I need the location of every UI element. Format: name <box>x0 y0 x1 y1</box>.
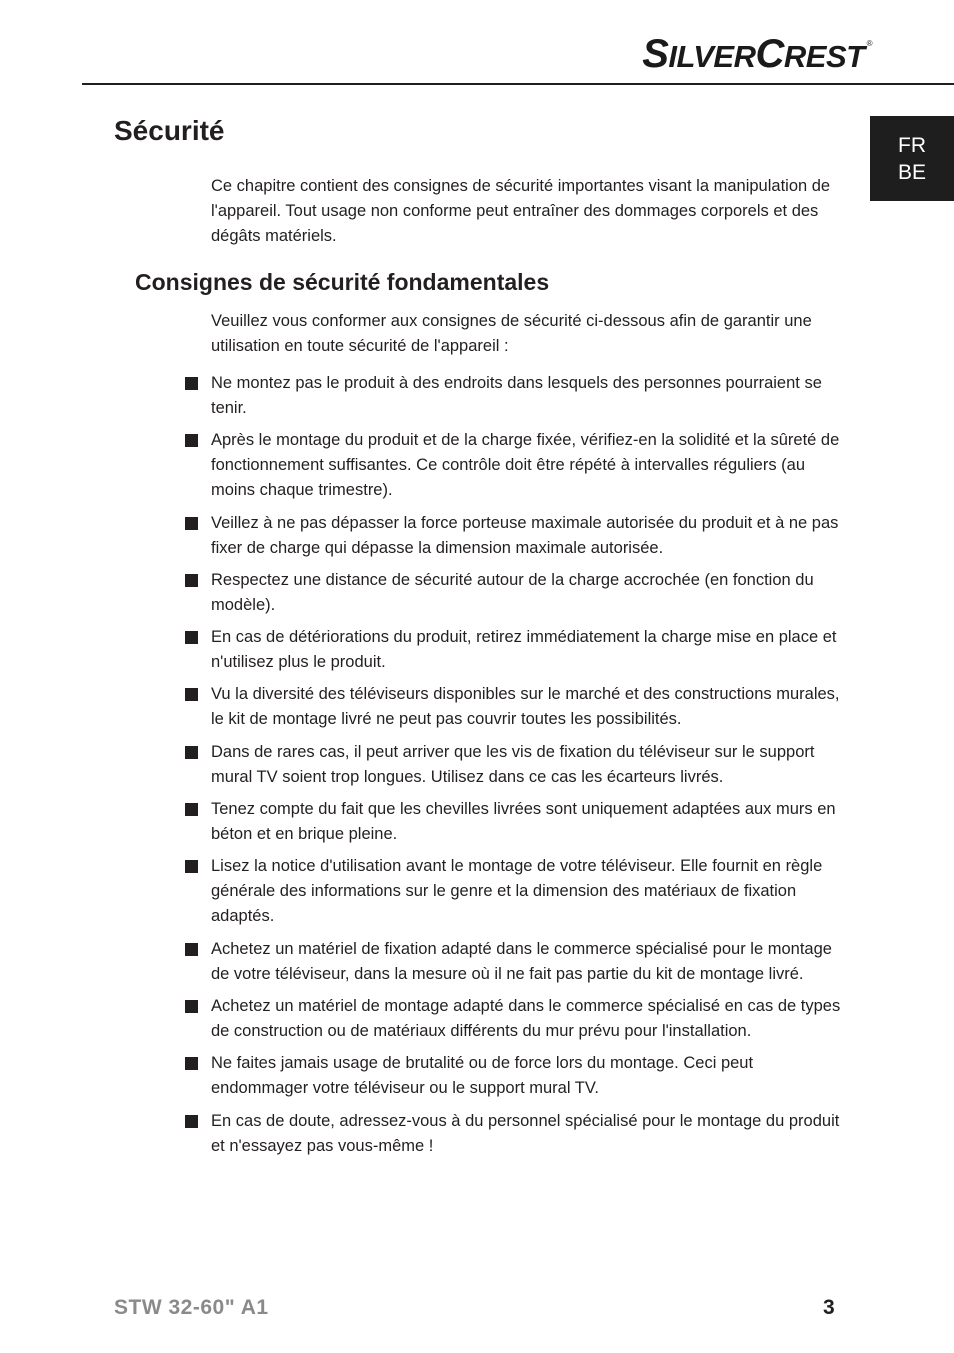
list-item <box>184 625 844 675</box>
bullet-square-icon <box>185 517 198 530</box>
section-intro: Veuillez vous conformer aux consignes de sécurité ci-dessous afin de garantir une utilisation en toute sécurité de l'appareil : <box>211 312 812 355</box>
list-item <box>184 740 844 790</box>
safety-bullet-list <box>184 371 844 1166</box>
bullet-text: Ne montez pas le produit à des endroits dans lesquels des personnes pourraient se tenir. <box>211 374 822 417</box>
silvercrest-logo: SILVERCREST ® <box>642 32 872 76</box>
list-item <box>184 854 844 929</box>
bullet-square-icon <box>185 860 198 873</box>
language-tab-line: BE <box>897 160 926 184</box>
bullet-square-icon <box>185 1000 198 1013</box>
page-intro: Ce chapitre contient des consignes de sécurité importantes visant la manipulation de l'appareil. Tout usage non conforme peut entraîner des dommages corporels et des dégâts matériels. <box>211 177 831 245</box>
list-item <box>184 568 844 618</box>
bullet-square-icon <box>185 746 198 759</box>
list-item <box>184 511 844 561</box>
list-item <box>184 371 844 421</box>
footer-model-number: STW 32-60" A1 <box>114 1296 269 1319</box>
bullet-text: Lisez la notice d'utilisation avant le montage de votre téléviseur. Elle fournit en règle générale des informations sur le genre et la dimension des matériaux de fixation adaptés. <box>211 857 823 926</box>
list-item <box>184 994 844 1044</box>
bullet-square-icon <box>185 631 198 644</box>
list-item <box>184 428 844 503</box>
language-tab-line: FR <box>898 133 926 157</box>
bullet-text: Achetez un matériel de montage adapté dans le commerce spécialisé en cas de types de construction ou de matériaux différents du mur prévu pour l'installation. <box>211 996 841 1040</box>
bullet-text: Après le montage du produit et de la charge fixée, vérifiez-en la solidité et la sûreté de fonctionnement suffisantes. Ce contrôle doit être répété à intervalles réguliers (au moins chaque trimestre). <box>211 431 840 500</box>
list-item <box>184 797 844 847</box>
bullet-text: Achetez un matériel de fixation adapté dans le commerce spécialisé pour le montage de votre téléviseur, dans la mesure où il ne fait pas partie du kit de montage livré. <box>211 939 832 983</box>
list-item <box>184 682 844 732</box>
language-tab <box>870 116 954 201</box>
bullet-square-icon <box>185 803 198 816</box>
bullet-square-icon <box>185 688 198 701</box>
bullet-square-icon <box>185 1057 198 1070</box>
bullet-text: Ne faites jamais usage de brutalité ou de force lors du montage. Ceci peut endommager votre téléviseur ou le support mural TV. <box>211 1054 754 1098</box>
bullet-text: Veillez à ne pas dépasser la force porteuse maximale autorisée du produit et à ne pas fixer de charge qui dépasse la dimension maximale autorisée. <box>211 513 839 557</box>
bullet-text: En cas de détériorations du produit, retirez immédiatement la charge mise en place et n'utilisez plus le produit. <box>211 628 837 672</box>
page-number: 3 <box>823 1296 835 1319</box>
list-item <box>184 937 844 987</box>
bullet-square-icon <box>185 943 198 956</box>
section-title: Consignes de sécurité fondamentales <box>135 269 550 295</box>
bullet-text: Vu la diversité des téléviseurs disponibles sur le marché et des constructions murales, le kit de montage livré ne peut pas couvrir toutes les possibilités. <box>211 685 840 729</box>
page-title: Sécurité <box>114 115 225 146</box>
list-item <box>184 1109 844 1159</box>
bullet-text: Respectez une distance de sécurité autour de la charge accrochée (en fonction du modèle). <box>211 570 814 614</box>
bullet-square-icon <box>185 434 198 447</box>
bullet-square-icon <box>185 1115 198 1128</box>
bullet-square-icon <box>185 377 198 390</box>
bullet-square-icon <box>185 574 198 587</box>
bullet-text: Tenez compte du fait que les chevilles livrées sont uniquement adaptées aux murs en béton et en brique pleine. <box>211 800 836 844</box>
list-item <box>184 1051 844 1101</box>
bullet-text: En cas de doute, adressez-vous à du personnel spécialisé pour le montage du produit et n'essayez pas vous-même ! <box>211 1111 840 1155</box>
bullet-text: Dans de rares cas, il peut arriver que les vis de fixation du téléviseur sur le support mural TV soient trop longues. Utilisez dans ce cas les écarteurs livrés. <box>211 742 815 786</box>
header-divider <box>82 83 954 85</box>
